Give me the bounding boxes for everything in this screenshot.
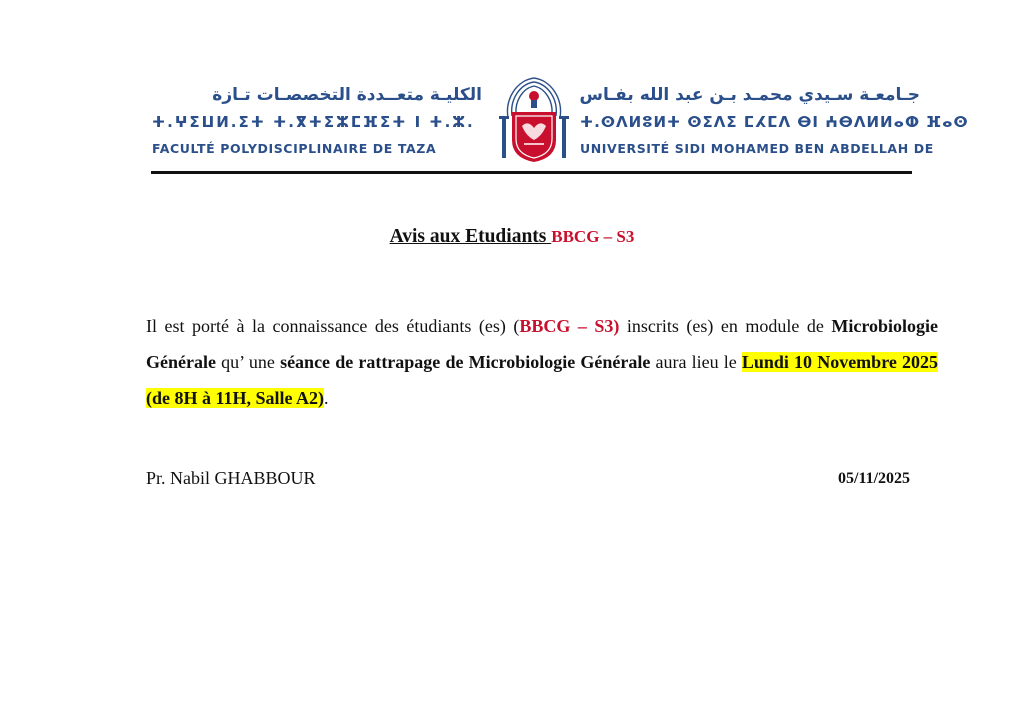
faculty-name-french: FACULTÉ POLYDISCIPLINAIRE DE TAZA	[152, 141, 437, 156]
paragraph-text-2: inscrits (es) en module de	[619, 316, 832, 336]
notice-title-main: Avis aux Etudiants	[389, 226, 552, 247]
faculty-header	[152, 84, 482, 158]
paragraph-class-name: BBCG – S3)	[519, 316, 620, 336]
university-name-tifinagh: ⵜ.ⵙⴷⵍⵓⵍⵜ ⵙⵉⴷⵉ ⵎⵃⵎⴷ ⴱⵏ ⵄⴱⴷⵍⵍⴰⵀ ⴼⴰⵙ	[580, 113, 969, 131]
paragraph-highlighted-schedule: Lundi 10 Novembre 2025 (de 8H à 11H, Salle A2)	[146, 352, 938, 408]
faculty-name-arabic: الكليـة متعــددة التخصصـات تـازة	[212, 85, 482, 105]
paragraph-text-1: Il est porté à la connaissance des étudiants (es) (	[146, 316, 520, 336]
university-logo-icon	[494, 74, 574, 164]
header-divider	[151, 171, 912, 174]
faculty-name-tifinagh: ⵜ.ⵖⵉⵡⵍ.ⵉⵜ ⵜ.ⴳⵜⵉⵣⵎⴼⵉⵜ ⵏ ⵜ.ⵣ.	[152, 113, 475, 131]
paragraph-text-3: qu’ une	[215, 352, 281, 372]
university-name-french: UNIVERSITÉ SIDI MOHAMED BEN ABDELLAH DE	[580, 141, 934, 156]
university-name-arabic: جـامعـة سـيدي محمـد بـن عبد الله بفـاس	[579, 85, 920, 105]
notice-title	[0, 226, 1024, 248]
notice-date: 05/11/2025	[838, 470, 911, 487]
paragraph-text-5: .	[324, 388, 329, 408]
notice-title-class: BBCG – S3	[551, 227, 635, 246]
university-header	[579, 84, 969, 158]
notice-paragraph	[146, 308, 938, 416]
signature: Pr. Nabil GHABBOUR	[146, 468, 316, 488]
paragraph-module-name: Microbiologie Générale	[146, 316, 938, 372]
paragraph-session-name: séance de rattrapage de Microbiologie Générale	[280, 352, 651, 372]
paragraph-text-4: aura lieu le	[650, 352, 742, 372]
